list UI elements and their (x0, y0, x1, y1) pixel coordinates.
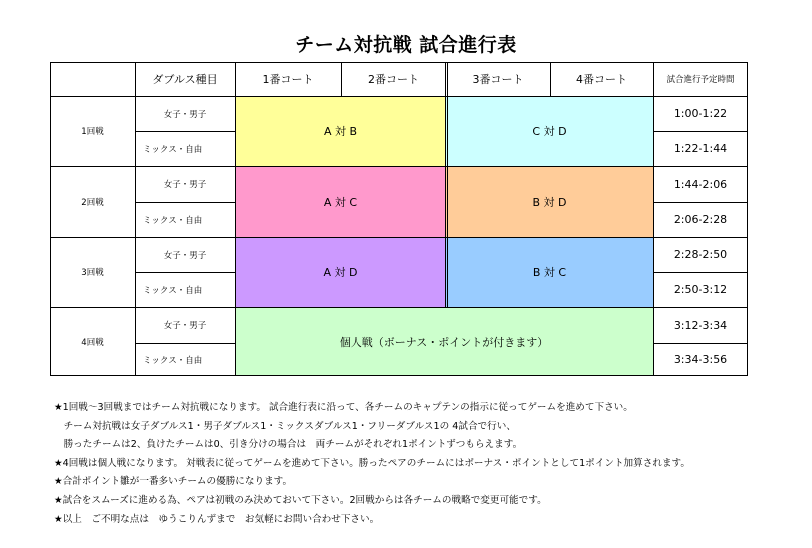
event-r3-a: 女子・男子 (163, 250, 207, 261)
row-sep-r2 (50, 237, 748, 238)
match-r3-left: A 対 D (235, 237, 446, 307)
border-right (747, 62, 748, 376)
schedule-table (50, 62, 748, 376)
sub-sep-r2-event (135, 202, 235, 203)
col-sep-time (653, 62, 654, 376)
header-type: ダブルス種目 (152, 73, 218, 86)
round-label-1: 1回戦 (81, 127, 104, 137)
match-r2-left: A 対 C (235, 166, 446, 237)
sub-sep-r3-event (135, 272, 235, 273)
col-sep-event (235, 62, 236, 376)
row-sep-r1 (50, 166, 748, 167)
time-5: 2:28-2:50 (673, 248, 728, 261)
note-line: ★4回戦は個人戦になります。 対戦表に従ってゲームを進めて下さい。勝ったペアのチームにはボーナス・ポイントとして1ポイント加算されます。 (54, 457, 690, 469)
match-r1-left: A 対 B (235, 96, 446, 166)
col-sep-middle (445, 62, 446, 307)
round-label-2: 2回戦 (81, 197, 104, 208)
time-8: 3:34-3:56 (673, 353, 728, 366)
match-r1-right: C 対 D (446, 96, 653, 166)
event-r2-b: ミックス・自由 (143, 215, 203, 226)
time-4: 2:06-2:28 (673, 213, 728, 226)
col-sep-court12 (341, 62, 342, 96)
note-line: ★試合をスムーズに進める為、ペアは初戦のみ決めておいて下さい。2回戦からは各チームの戦略で変更可能です。 (54, 494, 547, 506)
header-court-3: 3番コート (472, 73, 524, 86)
time-2: 1:22-1:44 (673, 142, 728, 155)
time-6: 2:50-3:12 (673, 283, 728, 296)
border-top (50, 62, 748, 63)
note-line: ★1回戦～3回戦まではチーム対抗戦になります。 試合進行表に沿って、各チームのキャプテンの指示に従ってゲームを進めて下さい。 (54, 402, 633, 413)
border-bottom (50, 375, 748, 376)
event-r2-a: 女子・男子 (163, 180, 207, 190)
time-3: 1:44-2:06 (673, 177, 728, 191)
header-court-2: 2番コート (368, 73, 419, 86)
note-line: 勝ったチームは2、負けたチームは0、引き分けの場合は 両チームがそれぞれ1ポイントずつもらえます。 (54, 439, 523, 451)
row-sep-header (50, 96, 748, 97)
note-line: ★合計ポイント雛が一番多いチームの優勝になります。 (54, 476, 293, 488)
sub-sep-r3-time (653, 272, 748, 273)
col-sep-round (135, 62, 136, 376)
event-r1-a: 女子・男子 (163, 109, 207, 120)
time-7: 3:12-3:34 (673, 318, 728, 332)
header-time: 試合進行予定時間 (666, 75, 735, 85)
row-sep-r3 (50, 307, 748, 308)
round-label-3: 3回戦 (81, 268, 104, 278)
event-r1-b: ミックス・自由 (143, 144, 203, 155)
note-line: チーム対抗戦は女子ダブルス1・男子ダブルス1・ミックスダブルス1・フリーダブルス1の 4試合で行い、 (54, 420, 516, 432)
match-r2-right: B 対 D (446, 166, 653, 237)
event-r3-b: ミックス・自由 (143, 285, 203, 296)
sub-sep-r4-time (653, 343, 748, 344)
col-sep-court34 (550, 62, 551, 96)
event-r4-a: 女子・男子 (163, 321, 207, 331)
col-sep-middle-2 (447, 62, 448, 307)
sub-sep-r1-event (135, 131, 235, 132)
border-left (50, 62, 51, 376)
match-r4-individual: 個人戦（ボーナス・ポイントが付きます） (235, 307, 653, 376)
page-title: チーム対抗戦 試合進行表 (295, 34, 517, 56)
sub-sep-r4-event (135, 343, 235, 344)
note-line: ★以上 ご不明な点は ゆうこりんずまで お気軽にお問い合わせ下さい。 (54, 513, 380, 525)
event-r4-b: ミックス・自由 (143, 355, 203, 366)
header-court-4: 4番コート (576, 73, 627, 86)
round-label-4: 4回戦 (81, 337, 104, 348)
sub-sep-r1-time (653, 131, 748, 132)
sub-sep-r2-time (653, 202, 748, 203)
time-1: 1:00-1:22 (673, 107, 728, 120)
header-court-1: 1番コート (262, 73, 314, 86)
notes (54, 399, 774, 529)
match-r3-right: B 対 C (446, 237, 653, 307)
